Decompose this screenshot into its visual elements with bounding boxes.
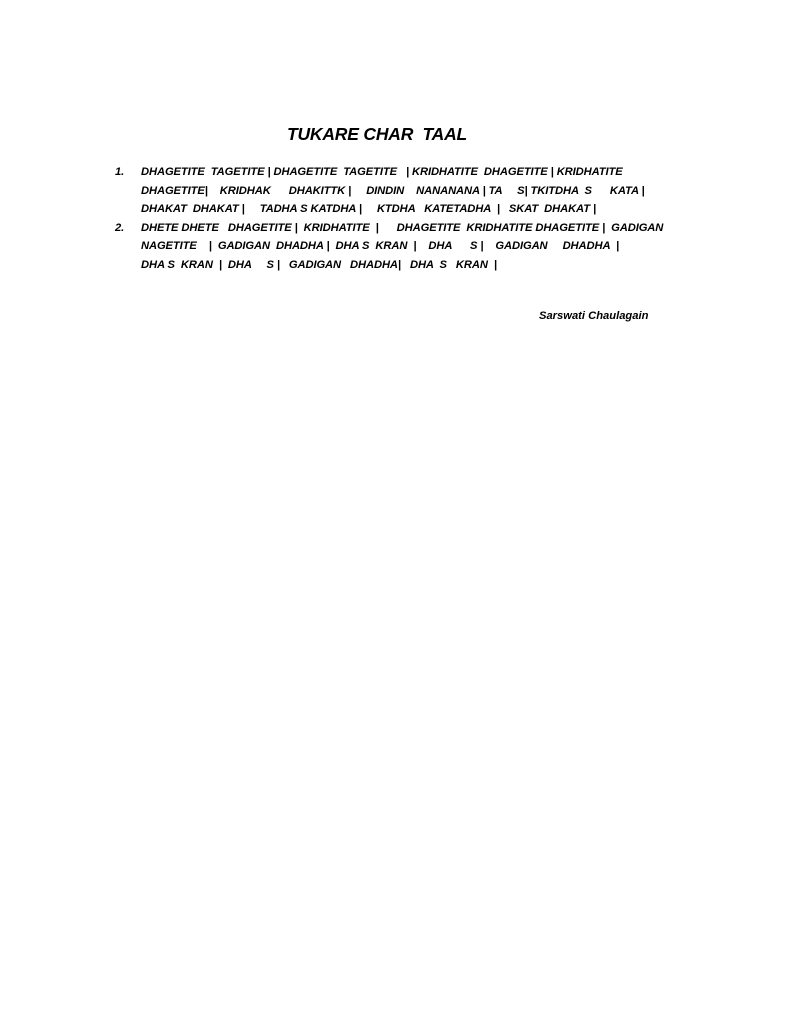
text-line: NAGETITE | GADIGAN DHADHA | DHA S KRAN | DHA S | GADIGAN DHADHA | <box>141 240 620 252</box>
text-line: DHAGETITE TAGETITE | DHAGETITE TAGETITE | KRIDHATITE DHAGETITE | KRIDHATITE <box>141 166 623 178</box>
text-line: DHAKAT DHAKAT | TADHA S KATDHA | KTDHA KATETADHA | SKAT DHAKAT | <box>141 203 596 215</box>
text-line: DHETE DHETE DHAGETITE | KRIDHATITE | DHAGETITE KRIDHATITE DHAGETITE | GADIGAN <box>141 221 664 234</box>
text-line: DHAGETITE| KRIDHAK DHAKITTK | DINDIN NANANANA | TA S| TKITDHA S KATA | <box>141 184 645 197</box>
author-name: Sarswati Chaulagain <box>539 310 649 322</box>
list-item-text <box>141 163 645 219</box>
text-line: DHA S KRAN | DHA S | GADIGAN DHADHA| DHA S KRAN | <box>141 258 497 271</box>
list-item-number: 2. <box>115 221 125 234</box>
list-item-text <box>141 219 663 275</box>
list-item-number: 1. <box>115 166 125 178</box>
document-title: TUKARE CHAR TAAL <box>287 124 468 144</box>
